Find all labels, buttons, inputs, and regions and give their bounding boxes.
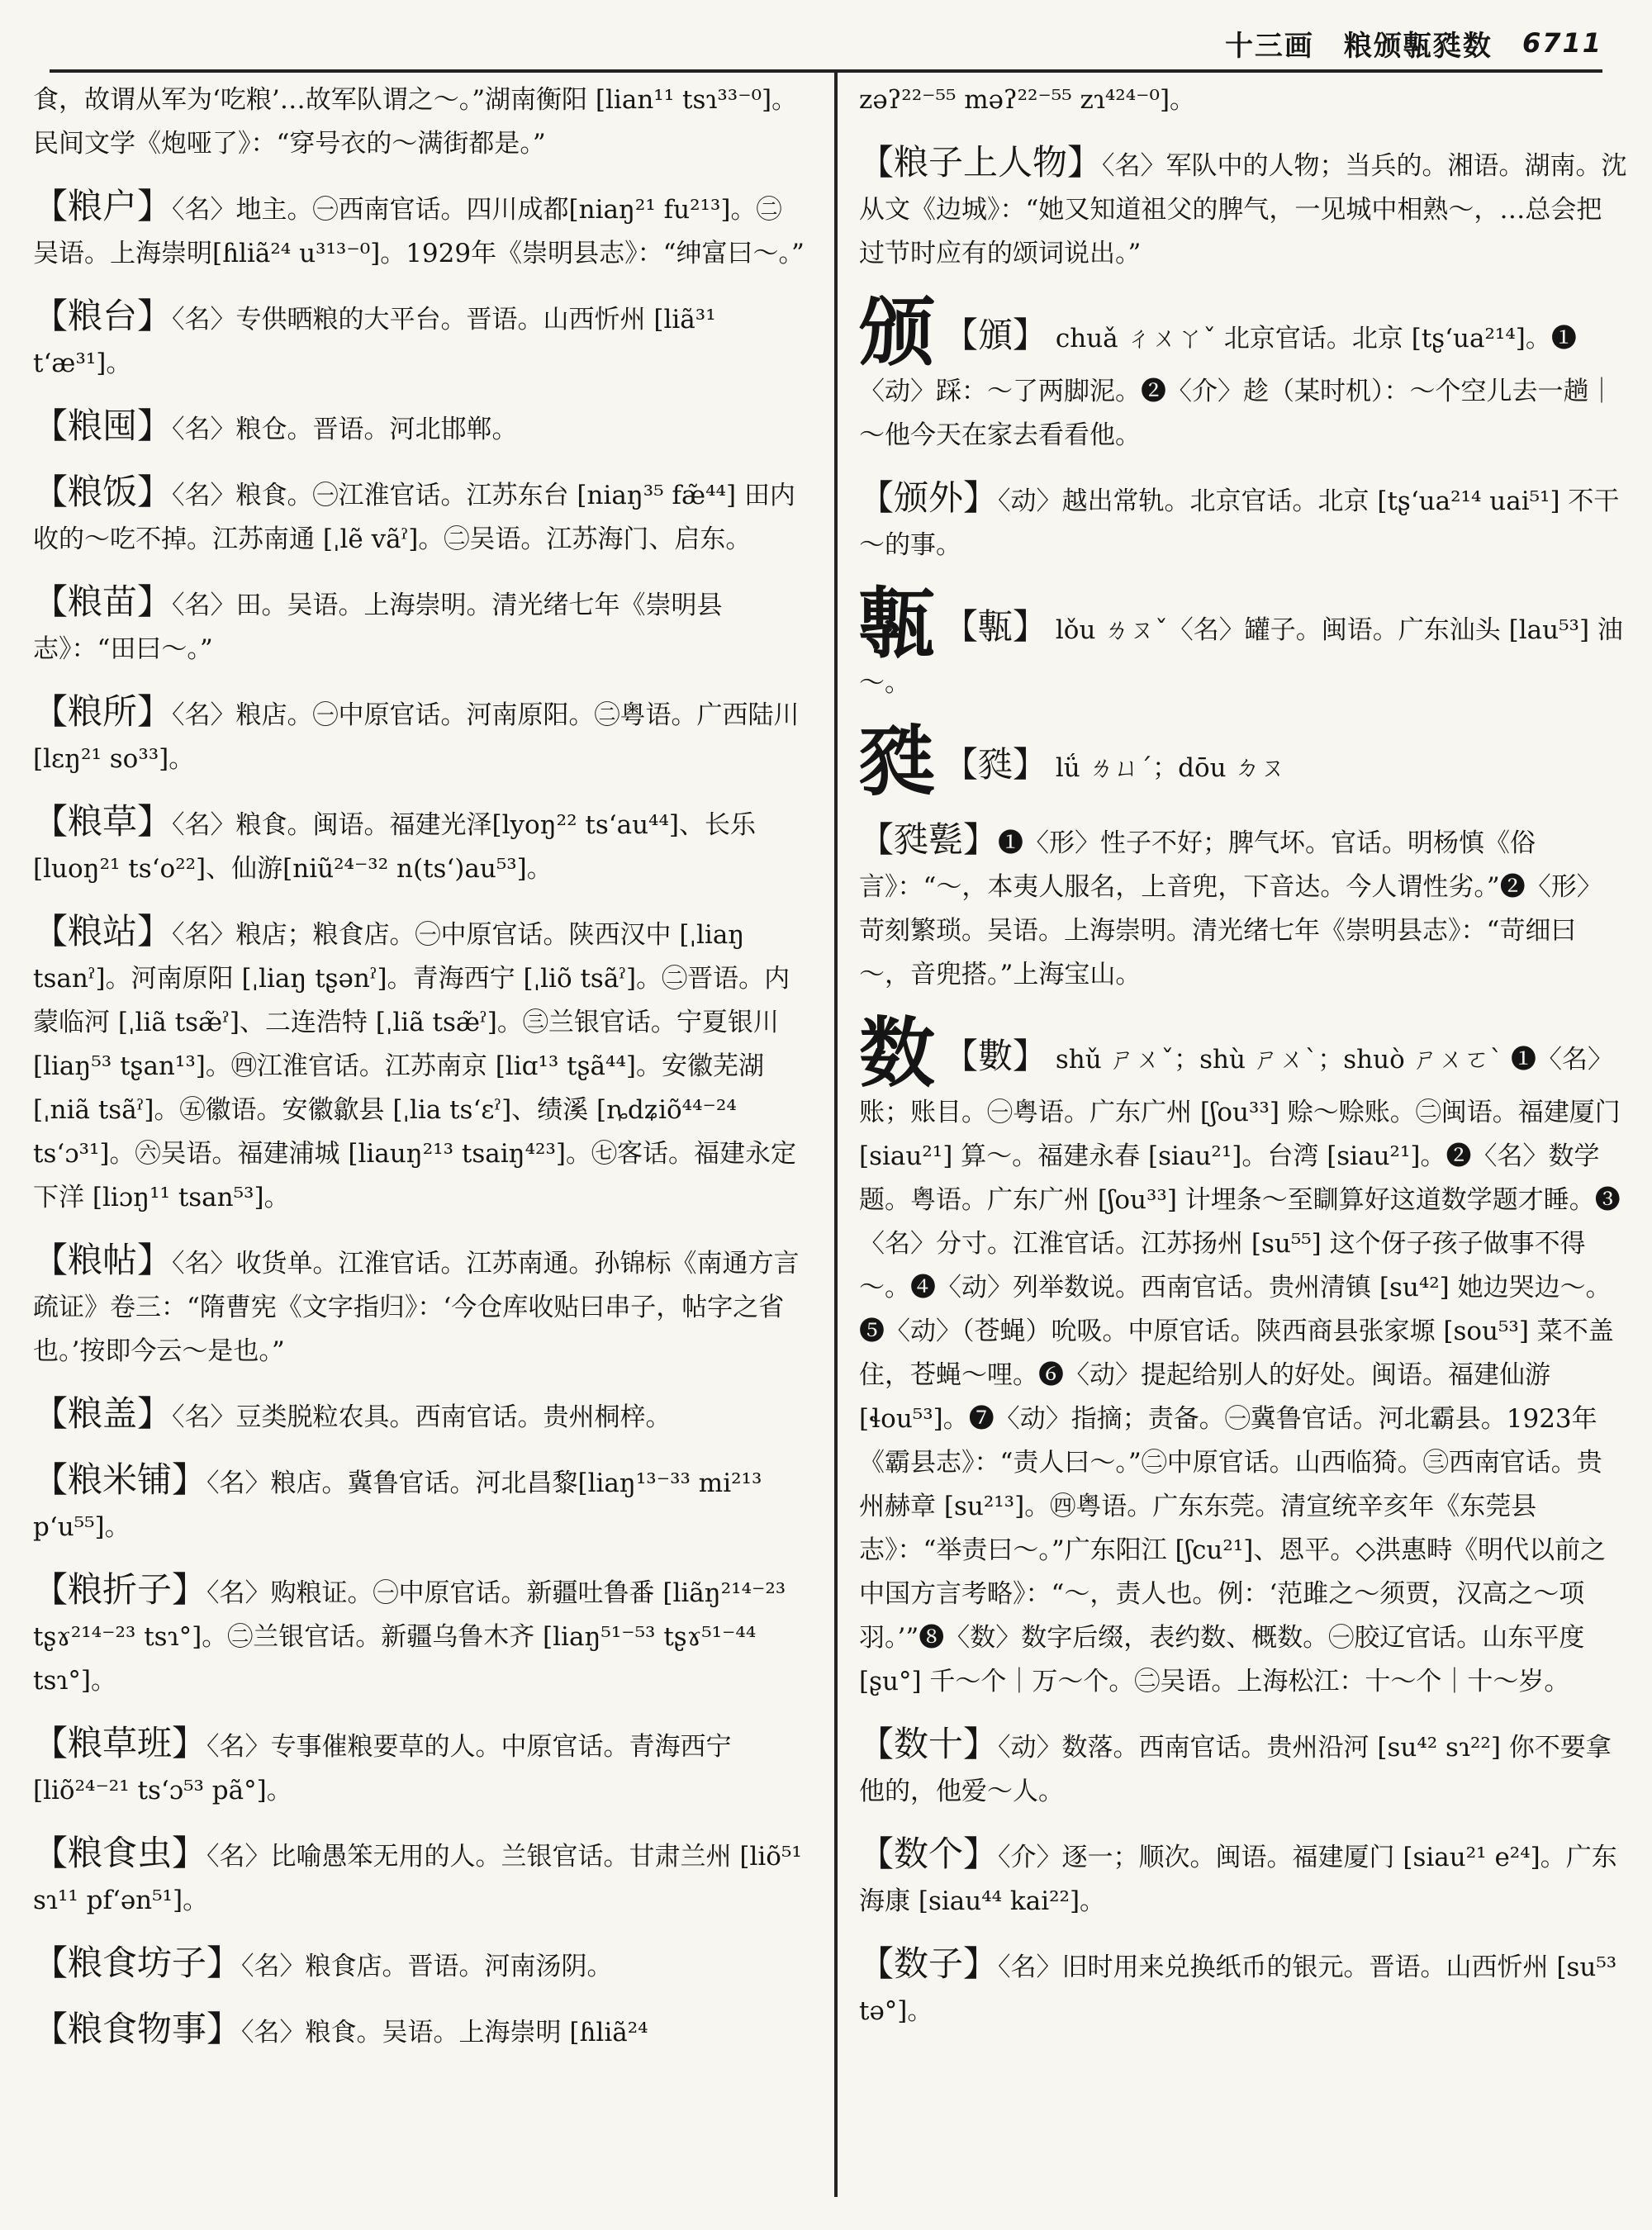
entry-text: lǘ ㄌㄩˊ；dōu ㄉㄡ — [1055, 753, 1286, 783]
dictionary-entry — [33, 1831, 805, 1923]
entry-text: 〈名〉收货单。江淮官话。江苏南通。孙锦标《南通方言疏证》卷三：“隋曹宪《文字指归》：‘今仓库收贴曰串子，帖字之省也。’按即今云～是也。” — [33, 1249, 800, 1366]
entry-text: 食，故谓从军为‘吃粮’…故军队谓之～。”湖南衡阳 [lian¹¹ tsɿ³³⁻⁰]。民间文学《炮哑了》：“穿号衣的～满街都是。” — [33, 85, 798, 159]
entry-headword: 【粮草】 — [33, 801, 173, 842]
dictionary-entry — [859, 818, 1627, 997]
dictionary-entry — [33, 799, 805, 891]
entry-headword: 【甤甏】 — [859, 819, 999, 860]
entry-text: chuǎ ㄔㄨㄚˇ 北京官话。北京 [tʂʻua²¹⁴]。❶〈动〉踩：～了两脚泥。❷〈介〉趁（某时机）：～个空儿去一趟｜～他今天在家去看看他。 — [859, 324, 1615, 450]
entry-headword: 【粮台】 — [33, 296, 173, 336]
header-rule — [50, 69, 1602, 73]
page-header — [50, 18, 1602, 68]
entry-headword: 【数个】 — [859, 1834, 999, 1874]
entry-text: zəʔ²²⁻⁵⁵ məʔ²²⁻⁵⁵ zɿ⁴²⁴⁻⁰]。 — [859, 85, 1196, 115]
entry-headword: 【粮食虫】 — [33, 1833, 207, 1873]
character-entry — [859, 287, 1627, 458]
entry-text: ❶〈形〉性子不好；脾气坏。官话。明杨慎《俗言》：“～，本夷人服名，上音兜，下音达。今人谓性劣。”❷〈形〉苛刻繁琐。吴语。上海崇明。清光绪七年《崇明县志》：“苛细曰～，音兜搭。”上海宝山。 — [859, 828, 1602, 989]
entry-text: 〈名〉比喻愚笨无用的人。兰银官话。甘肃兰州 [liõ⁵¹ sɿ¹¹ pfʻən⁵¹]。 — [33, 1842, 802, 1915]
entry-text: 〈名〉田。吴语。上海崇明。清光绪七年《崇明县志》：“田曰～。” — [33, 591, 723, 664]
head-character: 数 — [859, 1008, 936, 1098]
entry-headword: 【颁外】 — [859, 477, 999, 518]
entry-text: 〈名〉粮食。闽语。福建光泽[lyoŋ²² tsʻau⁴⁴]、长乐 [luoŋ²¹ tsʻo²²]、仙游[niũ²⁴⁻³² n(tsʻ)au⁵³]。 — [33, 810, 756, 884]
entry-text: 〈名〉购粮证。㊀中原官话。新疆吐鲁番 [liãŋ²¹⁴⁻²³ tʂɤ²¹⁴⁻²³ tsɿ°]。㊁兰银官话。新疆乌鲁木齐 [liaŋ⁵¹⁻⁵³ tʂɤ⁵¹⁻⁴⁴ tsɿ°]。 — [33, 1578, 786, 1696]
traditional-form: 【甤】 — [943, 744, 1048, 785]
dictionary-entry — [33, 184, 805, 276]
dictionary-entry — [33, 1941, 805, 1989]
entry-text: 〈名〉军队中的人物；当兵的。湘语。湖南。沈从文《边城》：“她又知道祖父的脾气，一见城中相熟～，…总会把过节时应有的颂词说出。” — [859, 151, 1627, 268]
character-entry — [859, 717, 1627, 806]
entry-text: 〈名〉专事催粮要草的人。中原官话。青海西宁[liõ²⁴⁻²¹ tsʻɔ⁵³ pã°]。 — [33, 1732, 732, 1805]
entry-headword: 【粮苗】 — [33, 581, 173, 622]
entry-headword: 【粮所】 — [33, 691, 173, 732]
dictionary-entry — [33, 1458, 805, 1549]
traditional-form: 【數】 — [943, 1036, 1048, 1076]
entry-text: 〈名〉粮食。㊀江淮官话。江苏东台 [niaŋ³⁵ fæ̃⁴⁴] 田内收的～吃不掉。江苏南通 [ˌlẽ vãˀ]。㊁吴语。江苏海门、启东。 — [33, 481, 795, 554]
dictionary-entry — [859, 1832, 1627, 1924]
dictionary-entry — [33, 690, 805, 781]
entry-headword: 【粮站】 — [33, 911, 173, 951]
dictionary-entry — [33, 580, 805, 671]
entry-text: lǒu ㄌㄡˇ〈名〉罐子。闽语。广东汕头 [lau⁵³] 油～。 — [859, 615, 1623, 698]
dictionary-entry — [33, 1568, 805, 1703]
entry-text: 〈名〉粮食。吴语。上海崇明 [ɦliã²⁴ — [241, 2018, 648, 2047]
entry-text: 〈动〉越出常轨。北京官话。北京 [tʂʻua²¹⁴ uai⁵¹] 不干～的事。 — [859, 486, 1620, 560]
entry-text: 〈名〉粮店。冀鲁官话。河北昌黎[liaŋ¹³⁻³³ mi²¹³ pʻu⁵⁵]。 — [33, 1468, 762, 1542]
entry-headword: 【粮草班】 — [33, 1723, 207, 1763]
entry-text: 〈名〉旧时用来兑换纸币的银元。晋语。山西忻州 [su⁵³ tə°]。 — [859, 1952, 1617, 2026]
head-character: 甎 — [859, 579, 936, 668]
character-entry — [859, 579, 1627, 705]
dictionary-entry — [33, 1721, 805, 1813]
dictionary-entry — [859, 476, 1627, 567]
header-title: 十三画 粮颁甎甤数 — [1224, 29, 1493, 63]
entry-text: 〈名〉粮仓。晋语。河北邯郸。 — [172, 415, 518, 444]
entry-headword: 【粮帖】 — [33, 1240, 173, 1280]
dictionary-entry — [33, 404, 805, 452]
entry-text: 〈名〉专供晒粮的大平台。晋语。山西忻州 [liã³¹ tʻæ³¹]。 — [33, 305, 716, 378]
entry-text: 〈名〉豆类脱粒农具。西南官话。贵州桐梓。 — [172, 1402, 672, 1432]
dictionary-entry — [33, 470, 805, 562]
entry-headword: 【粮米铺】 — [33, 1459, 207, 1500]
dictionary-entry — [33, 78, 805, 166]
entry-headword: 【粮折子】 — [33, 1569, 207, 1610]
right-column — [859, 78, 1627, 2209]
entry-text: 〈名〉粮店；粮食店。㊀中原官话。陕西汉中 [ˌliaŋ tsanˀ]。河南原阳 [ˌliaŋ tʂənˀ]。青海西宁 [ˌliõ tsãˀ]。㊁晋语。内蒙临河 [ˌliã tsæ̃ˀ]、二连浩特 [ˌliã tsæ̃ˀ]。㊂兰银官话。宁夏银川 [liaŋ⁵³ tʂan¹³]。㊃江淮官话。江苏南京 [liɑ¹³ tʂã⁴⁴]。安徽芜湖 [ˌniã tsãˀ]。㊄徽语。安徽歙县 [ˌlia tsʻɛˀ]、绩溪 [ȵdʑiõ⁴⁴⁻²⁴ tsʻɔ³¹]。㊅吴语。福建浦城 [liauŋ²¹³ tsaiŋ⁴²³]。㊆客话。福建永定下洋 [liɔŋ¹¹ tsan⁵³]。 — [33, 920, 796, 1212]
dictionary-entry — [859, 140, 1627, 276]
dictionary-entry — [33, 2007, 805, 2055]
page-number: 6711 — [1521, 27, 1602, 59]
dictionary-entry — [859, 78, 1627, 122]
character-entry — [859, 1008, 1627, 1704]
left-column — [33, 78, 805, 2209]
entry-text: 〈动〉数落。西南官话。贵州沿河 [su⁴² sɿ²²] 你不要拿他的，他爱～人。 — [859, 1733, 1612, 1806]
dictionary-entry — [859, 1942, 1627, 2033]
entry-headword: 【粮户】 — [33, 186, 173, 226]
traditional-form: 【甎】 — [943, 606, 1048, 647]
dictionary-entry — [33, 1392, 805, 1440]
entry-headword: 【粮囤】 — [33, 406, 173, 446]
column-divider — [834, 73, 838, 2197]
entry-headword: 【数子】 — [859, 1943, 999, 1984]
head-character: 甤 — [859, 717, 936, 806]
entry-text: shǔ ㄕㄨˇ；shù ㄕㄨˋ；shuò ㄕㄨㄛˋ ❶〈名〉账；账目。㊀粤语。广东广州 [ʃou³³] 赊～赊账。㊁闽语。福建厦门 [siau²¹] 算～。福建永春 [siau²¹]。台湾 [siau²¹]。❷〈名〉数学题。粤语。广东广州 [ʃou³³] 计埋条～至瞓算好这道数学题才睡。❸〈名〉分寸。江淮官话。江苏扬州 [su⁵⁵] 这个伢子孩子做事不得～。❹〈动〉列举数说。西南官话。贵州清镇 [su⁴²] 她边哭边～。❺〈动〉（苍蝇）吮吸。中原官话。陕西商县张家塬 [sou⁵³] 菜不盖住，苍蝇～哩。❻〈动〉提起给别人的好处。闽语。福建仙游 [ɬou⁵³]。❼〈动〉指摘；责备。㊀冀鲁官话。河北霸县。1923年《霸县志》：“责人曰～。”㊁中原官话。山西临猗。㊂西南官话。贵州赫章 [su²¹³]。㊃粤语。广东东莞。清宣统辛亥年《东莞县志》：“举责曰～。”广东阳江 [ʃcu²¹]、恩平。◇洪惠畤《明代以前之中国方言考略》：“～，责人也。例：‘范雎之～须贾，汉高之～项羽。’”❽〈数〉数字后缀，表约数、概数。㊀胶辽官话。山东平度 [ʂu°] 千～个｜万～个。㊁吴语。上海松江：十～个｜十～岁。 — [859, 1045, 1621, 1696]
entry-headword: 【粮饭】 — [33, 472, 173, 512]
entry-headword: 【粮子上人物】 — [859, 142, 1103, 183]
head-character: 颁 — [859, 287, 936, 377]
dictionary-entry — [33, 909, 805, 1220]
entry-text: 〈介〉逐一；顺次。闽语。福建厦门 [siau²¹ e²⁴]。广东海康 [siau⁴⁴ kai²²]。 — [859, 1843, 1617, 1916]
entry-headword: 【粮食坊子】 — [33, 1943, 242, 1983]
traditional-form: 【頒】 — [943, 315, 1048, 355]
dictionary-entry — [33, 1238, 805, 1374]
entry-text: 〈名〉粮食店。晋语。河南汤阴。 — [241, 1952, 613, 1981]
entry-headword: 【数十】 — [859, 1724, 999, 1764]
dictionary-entry — [859, 1722, 1627, 1814]
dictionary-entry — [33, 294, 805, 386]
entry-headword: 【粮食物事】 — [33, 2009, 242, 2049]
entry-text: 〈名〉地主。㊀西南官话。四川成都[niaŋ²¹ fu²¹³]。㊁吴语。上海崇明[ɦliã²⁴ u³¹³⁻⁰]。1929年《崇明县志》：“绅富曰～。” — [33, 195, 805, 268]
entry-text: 〈名〉粮店。㊀中原官话。河南原阳。㊁粤语。广西陆川 [lɛŋ²¹ so³³]。 — [33, 700, 800, 774]
entry-headword: 【粮盖】 — [33, 1393, 173, 1434]
